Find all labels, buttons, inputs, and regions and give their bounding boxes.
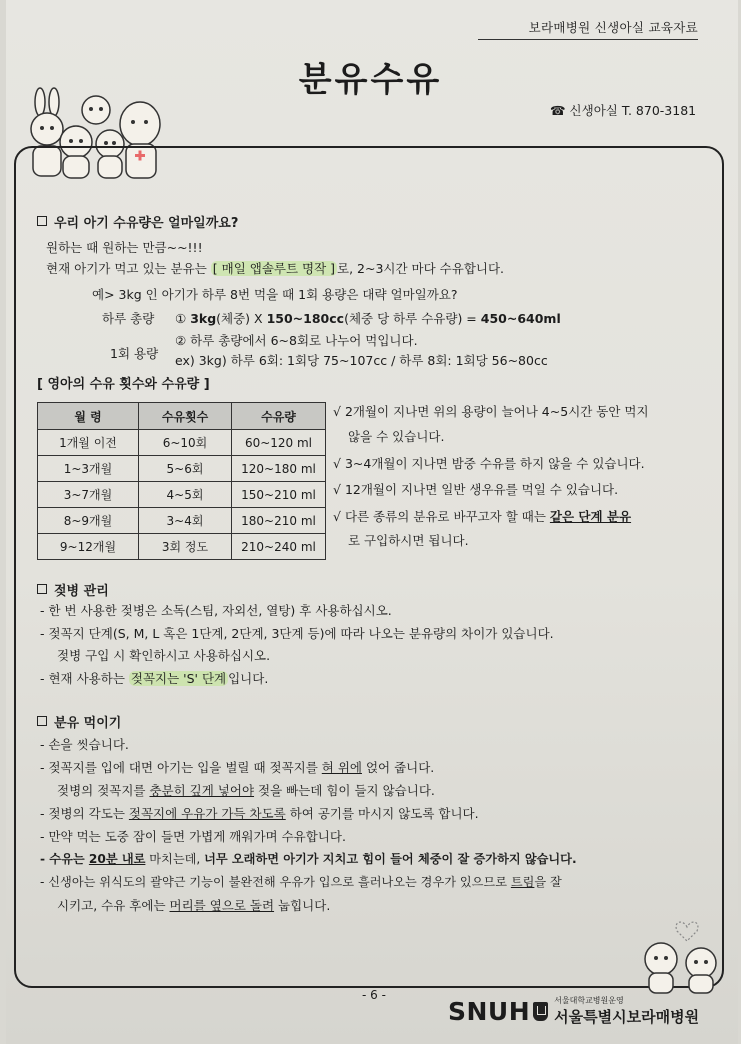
table-cell: 9~12개월	[38, 534, 139, 560]
table-cell: 6~10회	[139, 430, 232, 456]
table-row	[38, 482, 326, 508]
text-bold: 450~640ml	[480, 311, 561, 326]
table-cell: 60~120 ml	[232, 430, 326, 456]
text-span: - 현재 사용하는	[40, 671, 129, 686]
text-bold: 3kg	[190, 311, 217, 326]
text-bold-underline: 20분 내로	[88, 852, 146, 866]
text-underline: 혀 위에	[321, 760, 362, 775]
highlight-formula-name: [ 매일 앱솔루트 명작 ]	[212, 261, 336, 276]
hospital-name-block	[554, 995, 699, 1027]
page-title: 분유수유	[298, 60, 443, 100]
text-span: 마치는데,	[145, 852, 205, 866]
text-line: - 만약 먹는 도중 잠이 들면 가볍게 깨워가며 수유합니다.	[40, 829, 346, 844]
table-cell: 5~6회	[139, 456, 232, 482]
section-feeding-amount	[37, 216, 238, 232]
text-span: 입니다.	[228, 671, 269, 686]
text-line: - 한 번 사용한 젖병은 소독(스팀, 자외선, 열탕) 후 사용하십시오.	[40, 603, 392, 618]
table-header-row	[38, 403, 326, 430]
section-feeding-method	[37, 716, 121, 732]
note-item	[333, 509, 631, 525]
note-item: √ 3~4개월이 지나면 밤중 수유를 하지 않을 수 있습니다.	[333, 456, 645, 471]
note-item: √ 12개월이 지나면 일반 생우유를 먹일 수 있습니다.	[333, 482, 619, 497]
feeding-table	[37, 402, 326, 560]
table-cell: 3~7개월	[38, 482, 139, 508]
table-cell: 3~4회	[139, 508, 232, 534]
note-item: √ 2개월이 지나면 위의 용량이 늘어나 4~5시간 동안 먹지	[333, 404, 649, 419]
text-span: √ 다른 종류의 분유로 바꾸고자 할 때는	[333, 509, 550, 524]
table-cell: 210~240 ml	[232, 534, 326, 560]
text-line: - 젖꼭지 단계(S, M, L 혹은 1단계, 2단계, 3단계 등)에 따라 나오는 분유량의 차이가 있습니다.	[40, 626, 554, 641]
text-line	[40, 806, 479, 822]
table-row	[38, 430, 326, 456]
text-span: 을 잘	[534, 875, 562, 889]
note-item-cont: 않을 수 있습니다.	[348, 429, 445, 444]
text-span: 얹어 줍니다.	[361, 760, 435, 775]
text-line	[40, 760, 434, 776]
header-count: 수유횟수	[139, 403, 232, 430]
table-cell: 1개월 이전	[38, 430, 139, 456]
table-row	[38, 534, 326, 560]
once-amount-example: ex) 3kg) 하루 6회: 1회당 75~107cc / 하루 8회: 1회당 56~80cc	[175, 353, 548, 368]
text-span: 시키고, 수유 후에는	[57, 898, 170, 913]
table-cell: 150~210 ml	[232, 482, 326, 508]
section-bottle-care	[37, 584, 109, 600]
hospital-logo	[448, 995, 699, 1027]
header-tag: 보라매병원 신생아실 교육자료	[478, 18, 698, 40]
step-two: ② 하루 총량에서 6~8회로 나누어 먹입니다.	[175, 333, 418, 348]
checkbox-icon	[37, 584, 47, 594]
text-span: 현재 아기가 먹고 있는 분유는	[46, 261, 211, 276]
text-bold: 150~180cc	[266, 311, 345, 326]
hospital-operator: 서울대학교병원운영	[554, 996, 624, 1005]
text-line	[57, 898, 330, 914]
table-cell: 180~210 ml	[232, 508, 326, 534]
text-span: 눕힙니다.	[274, 898, 331, 913]
hospital-name: 서울특별시보라매병원	[554, 1008, 700, 1026]
logo-wordmark: SNUH	[448, 996, 531, 1026]
checkbox-icon	[37, 716, 47, 726]
table-cell: 1~3개월	[38, 456, 139, 482]
section-heading: 분유 먹이기	[54, 716, 122, 731]
table-cell: 8~9개월	[38, 508, 139, 534]
once-amount-label: 1회 용량	[110, 346, 159, 361]
text-line: - 손을 씻습니다.	[40, 737, 129, 752]
text-span: (체중) X	[216, 311, 267, 326]
text-span: 젖병의 젖꼭지를	[57, 783, 150, 798]
table-cell: 4~5회	[139, 482, 232, 508]
daily-total-formula	[175, 311, 561, 327]
text-span: - 젖꼭지를 입에 대면 아기는 입을 벌릴 때 젖꼭지를	[40, 760, 322, 775]
text-line: 원하는 때 원하는 만큼~~!!!	[46, 240, 203, 255]
logo-seal-icon	[533, 1002, 548, 1021]
table-row	[38, 456, 326, 482]
text-line	[46, 261, 504, 277]
text-line: 젖병 구입 시 확인하시고 사용하십시오.	[57, 648, 271, 663]
phone-number: ☎ 신생아실 T. 870-3181	[550, 103, 697, 118]
page-number: - 6 -	[362, 988, 386, 1002]
text-line	[57, 783, 435, 799]
text-underline: 머리를 옆으로 돌려	[169, 898, 275, 913]
text-span: 하여 공기를 마시지 않도록 합니다.	[285, 806, 479, 821]
section-heading: 우리 아기 수유량은 얼마일까요?	[54, 216, 239, 231]
text-bold-underline: 같은 단계 분유	[549, 509, 632, 524]
highlight-nipple-stage: 젖꼭지는 'S' 단계	[130, 671, 227, 686]
note-item-cont: 로 구입하시면 됩니다.	[348, 533, 469, 548]
text-span: (체중 당 하루 수유량) =	[344, 311, 481, 326]
text-span: 젖을 빠는데 힘이 들지 않습니다.	[254, 783, 435, 798]
text-line	[40, 852, 577, 867]
text-underline: 트림	[510, 875, 535, 889]
section-heading: 젖병 관리	[54, 584, 109, 599]
text-span: - 신생아는 위식도의 괄약근 기능이 불완전해 우유가 입으로 흘러나오는 경우가 있으므로	[40, 875, 511, 889]
text-underline: 젖꼭지에 우유가 가득 차도록	[128, 806, 286, 821]
header-amount: 수유량	[232, 403, 326, 430]
mascot-corner-illustration	[637, 915, 727, 995]
text-span: 로, 2~3시간 마다 수유합니다.	[337, 261, 505, 276]
table-cell: 3회 정도	[139, 534, 232, 560]
text-bold: 너무 오래하면 아기가 지치고 힘이 들어 체중이 잘 증가하지 않습니다.	[204, 852, 577, 866]
text-underline: 충분히 깊게 넣어야	[149, 783, 255, 798]
daily-total-label: 하루 총량	[102, 311, 155, 326]
table-cell: 120~180 ml	[232, 456, 326, 482]
table-title: [ 영아의 수유 횟수와 수유량 ]	[37, 377, 210, 392]
checkbox-icon	[37, 216, 47, 226]
text-span: - 젖병의 각도는	[40, 806, 129, 821]
example-question: 예> 3kg 인 아기가 하루 8번 먹을 때 1회 용량은 대략 얼마일까요?	[92, 287, 458, 302]
text-line	[40, 671, 268, 687]
text-bold: - 수유는	[40, 852, 89, 866]
text-span: ①	[175, 311, 191, 326]
header-age: 월 령	[38, 403, 139, 430]
text-line	[40, 875, 562, 890]
table-row	[38, 508, 326, 534]
